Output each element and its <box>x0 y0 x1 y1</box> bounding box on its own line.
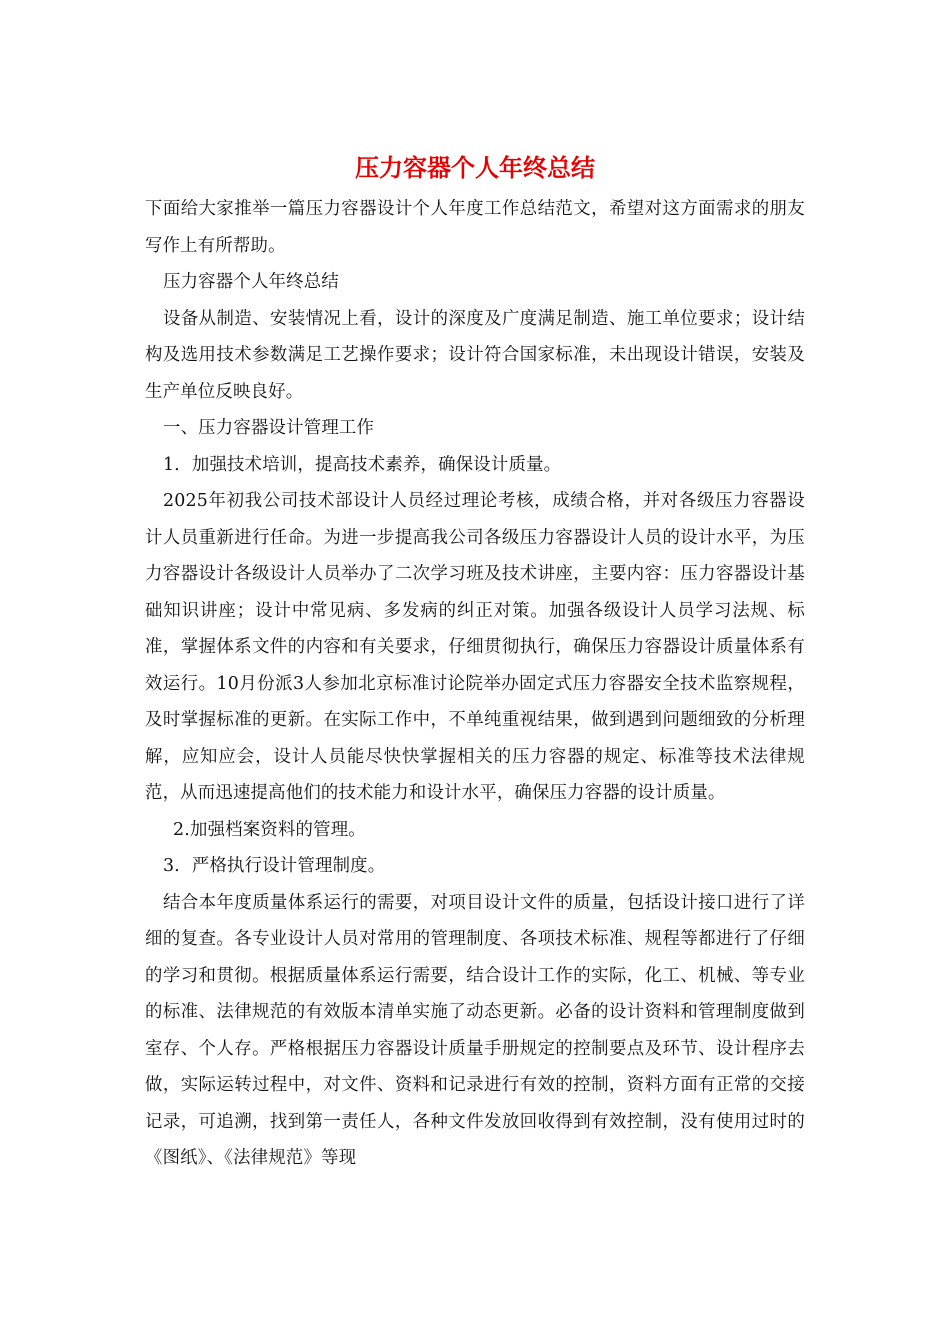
subtitle-paragraph: 压力容器个人年终总结 <box>163 272 339 292</box>
document-body <box>145 191 805 1177</box>
item-heading-2: 2.加强档案资料的管理。 <box>173 819 366 840</box>
item-heading-3: 3．严格执行设计管理制度。 <box>163 856 386 876</box>
item-heading-1: 1．加强技术培训，提高技术素养，确保设计质量。 <box>163 454 562 475</box>
section-heading-1: 一、压力容器设计管理工作 <box>163 418 375 438</box>
overview-paragraph: 设备从制造、安装情况上看，设计的深度及广度满足制造、施工单位要求；设计结构及选用技术参数满足工艺操作要求；设计符合国家标准，未出现设计错误，安装及生产单位反映良好。 <box>145 308 805 402</box>
management-paragraph: 结合本年度质量体系运行的需要，对项目设计文件的质量，包括设计接口进行了详细的复查。各专业设计人员对常用的管理制度、各项技术标准、规程等都进行了仔细的学习和贯彻。根据质量体系运行需要，结合设计工作的实际，化工、机械、等专业的标准、法律规范的有效版本清单实施了动态更新。必备的设计资料和管理制度做到室存、个人存。严格根据压力容器设计质量手册规定的控制要点及环节、设计程序去做，实际运转过程中，对文件、资料和记录进行有效的控制，资料方面有正常的交接记录，可追溯，找到第一责任人，各种文件发放回收得到有效控制，没有使用过时的《图纸》、《法律规范》等现 <box>145 892 805 1168</box>
training-paragraph: 2025年初我公司技术部设计人员经过理论考核，成绩合格，并对各级压力容器设计人员重新进行任命。为进一步提高我公司各级压力容器设计人员的设计水平，为压力容器设计各级设计人员举办了二次学习班及技术讲座，主要内容：压力容器设计基础知识讲座；设计中常见病、多发病的纠正对策。加强各级设计人员学习法规、标准，掌握体系文件的内容和有关要求，仔细贯彻执行，确保压力容器设计质量体系有效运行。10月份派3人参加北京标准讨论院举办固定式压力容器安全技术监察规程，及时掌握标准的更新。在实际工作中，不单纯重视结果，做到遇到问题细致的分析理解，应知应会，设计人员能尽快快掌握相关的压力容器的规定、标准等技术法律规范，从而迅速提高他们的技术能力和设计水平，确保压力容器的设计质量。 <box>145 491 805 803</box>
document-title: 压力容器个人年终总结 <box>355 153 595 182</box>
intro-paragraph: 下面给大家推举一篇压力容器设计个人年度工作总结范文，希望对这方面需求的朋友写作上有所帮助。 <box>145 199 805 256</box>
